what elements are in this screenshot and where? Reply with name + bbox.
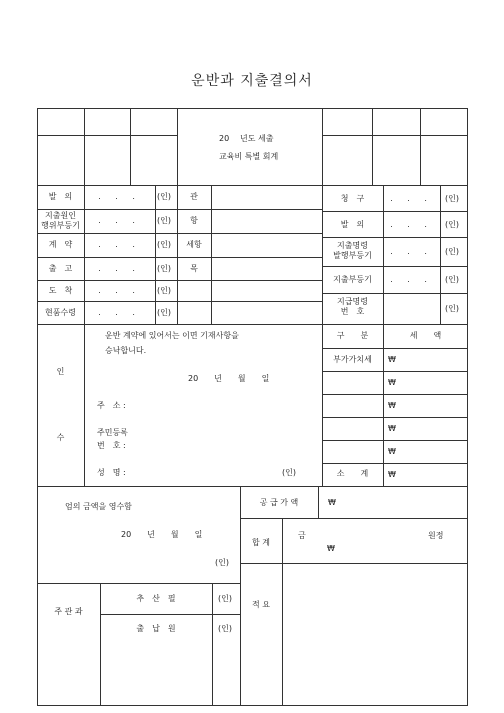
seal-mark: (인) <box>445 194 459 203</box>
breakdown-subtotal: 소 계 <box>336 469 369 478</box>
seal-mark: (인) <box>445 304 459 313</box>
seal-mark: (인) <box>157 240 171 249</box>
row-label-jichul-myeongryeong: 지출명령 발행부등기 <box>333 241 372 260</box>
insu-side-label: 수 <box>56 433 65 442</box>
department-label: 주 관 과 <box>54 607 83 616</box>
consent-text-line1: 운반 계약에 있어서는 이면 기재사항을 <box>105 331 239 340</box>
role-chulnap: 출 납 원 <box>136 624 176 633</box>
breakdown-header-tax: 세 액 <box>409 331 442 340</box>
seal-mark: (인) <box>445 275 459 284</box>
date-field[interactable]: . . . <box>390 194 433 203</box>
seal-mark: (인) <box>282 468 296 477</box>
supply-amount-value[interactable]: ₩ <box>328 498 336 507</box>
total-label: 합 계 <box>252 538 270 547</box>
row-label-dochak: 도 착 <box>48 286 73 295</box>
insu-side-label: 인 <box>56 367 65 376</box>
seal-mark: (인) <box>218 594 232 603</box>
seal-mark: (인) <box>157 286 171 295</box>
id-label-line1: 주민등록 <box>97 428 128 437</box>
year-suffix: 년도 세출 <box>240 134 274 143</box>
seal-mark: (인) <box>215 558 229 567</box>
total-prefix: 금 <box>298 531 306 540</box>
date-field[interactable]: . . . <box>390 275 433 284</box>
won-sign: ₩ <box>388 470 396 479</box>
date-field[interactable]: . . . <box>390 220 433 229</box>
year-prefix: 20 <box>219 134 230 143</box>
won-sign: ₩ <box>388 355 396 364</box>
date-field[interactable]: . . . <box>98 216 141 225</box>
date-field[interactable]: . . . <box>98 264 141 273</box>
row-label-hyeonpum: 현품수령 <box>45 308 76 317</box>
breakdown-row-vat: 부가가치세 <box>333 355 372 364</box>
date-field[interactable]: . . . <box>98 192 141 201</box>
account-name: 교육비 특별 회계 <box>219 152 279 161</box>
row-label-jichulbu: 지출부등기 <box>333 275 372 284</box>
receipt-text: 엄의 금액을 영수함 <box>65 502 132 511</box>
name-label: 성 명 : <box>97 468 126 477</box>
date-field[interactable]: . . . <box>390 247 433 256</box>
date-field[interactable]: . . . <box>98 240 141 249</box>
date-field[interactable]: . . . <box>98 286 141 295</box>
label-gwan: 관 <box>190 192 198 201</box>
won-sign: ₩ <box>327 544 335 553</box>
consent-text-line2: 승낙합니다. <box>105 346 147 355</box>
row-label-jichul-wonin: 지출원인 행위부등기 <box>41 211 80 230</box>
row-label-gyeyak: 계 약 <box>48 240 73 249</box>
seal-mark: (인) <box>218 624 232 633</box>
won-sign: ₩ <box>388 447 396 456</box>
address-label: 주 소 : <box>97 401 126 410</box>
won-sign: ₩ <box>388 424 396 433</box>
won-sign: ₩ <box>388 401 396 410</box>
row-label-cheonggu: 청 구 <box>340 194 365 203</box>
row-label-chulgo: 출 고 <box>48 264 73 273</box>
seal-mark: (인) <box>157 308 171 317</box>
id-label-line2: 번 호 : <box>97 441 126 450</box>
total-suffix: 원정 <box>428 531 444 540</box>
row-label-balui: 발 의 <box>48 192 73 201</box>
label-hang: 항 <box>190 216 198 225</box>
consent-date: 20 년 월 일 <box>188 374 270 383</box>
seal-mark: (인) <box>157 264 171 273</box>
won-sign: ₩ <box>388 378 396 387</box>
row-label-jigeup: 지급명령 번 호 <box>337 297 368 316</box>
label-mok: 목 <box>190 264 198 273</box>
seal-mark: (인) <box>157 192 171 201</box>
seal-mark: (인) <box>445 220 459 229</box>
breakdown-header-category: 구 분 <box>336 331 369 340</box>
document-title: 운반과 지출결의서 <box>191 73 313 89</box>
label-sehang: 세항 <box>186 240 202 249</box>
receipt-date: 20 년 월 일 <box>121 530 203 539</box>
supply-amount-label: 공 급 가 액 <box>259 498 299 507</box>
seal-mark: (인) <box>157 216 171 225</box>
row-label-balui-right: 발 의 <box>340 220 365 229</box>
date-field[interactable]: . . . <box>98 308 141 317</box>
seal-mark: (인) <box>445 247 459 256</box>
role-chusan: 추 산 필 <box>136 594 176 603</box>
remarks-label: 적 요 <box>252 600 270 609</box>
